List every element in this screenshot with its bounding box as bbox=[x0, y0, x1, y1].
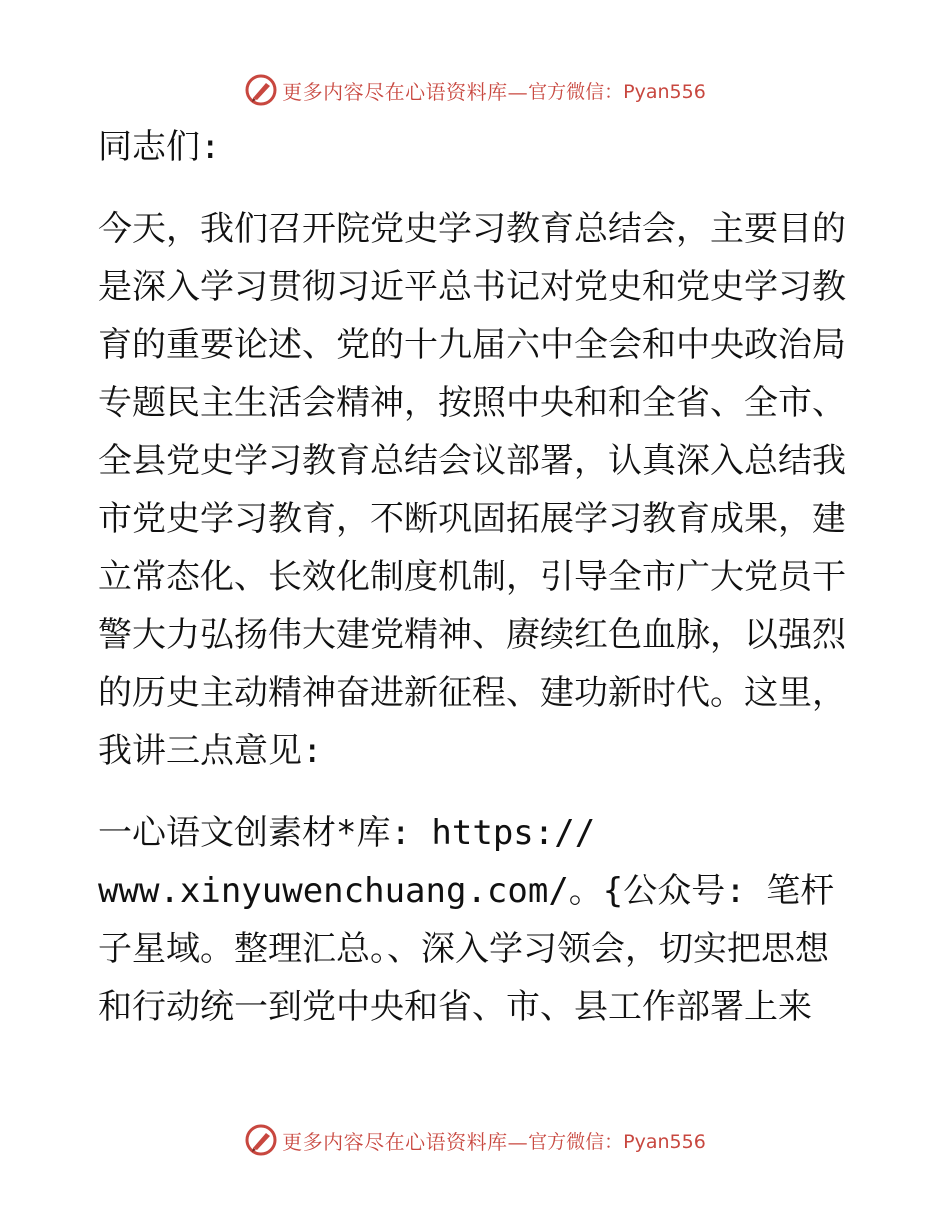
footer-watermark bbox=[0, 1120, 950, 1160]
header-watermark bbox=[0, 70, 950, 110]
body-paragraph: 今天，我们召开院党史学习教育总结会，主要目的是深入学习贯彻习近平总书记对党史和党史学习教育的重要论述、党的十九届六中全会和中央政治局专题民主生活会精神，按照中央和和全省、全市、全县党史学习教育总结会议部署，认真深入总结我市党史学习教育，不断巩固拓展学习教育成果，建立常态化、长效化制度机制，引导全市广大党员干警大力弘扬伟大建党精神、赓续红色血脉，以强烈的历史主动精神奋进新征程、建功新时代。这里，我讲三点意见: bbox=[98, 209, 846, 771]
section-heading-continued: www.xinyuwenchuang.com/。{公众号: 笔杆子星域。整理汇总。、深入学习领会，切实把思想和行动统一到党中央和省、市、县工作部署上来 bbox=[98, 871, 835, 1027]
pen-circle-logo-icon bbox=[244, 73, 278, 107]
watermark-brand: 更多内容尽在心语资料库— bbox=[282, 79, 529, 104]
section-heading-line: 一心语文创素材*库: https:// bbox=[98, 813, 596, 853]
watermark-official: 官方微信：Pyan556 bbox=[528, 1130, 706, 1153]
pen-circle-logo-icon bbox=[244, 1123, 278, 1157]
watermark-brand: 更多内容尽在心语资料库— bbox=[282, 1129, 529, 1154]
watermark-official: 官方微信：Pyan556 bbox=[528, 80, 706, 103]
greeting-paragraph: 同志们: bbox=[98, 127, 221, 167]
document-body bbox=[98, 118, 858, 1036]
